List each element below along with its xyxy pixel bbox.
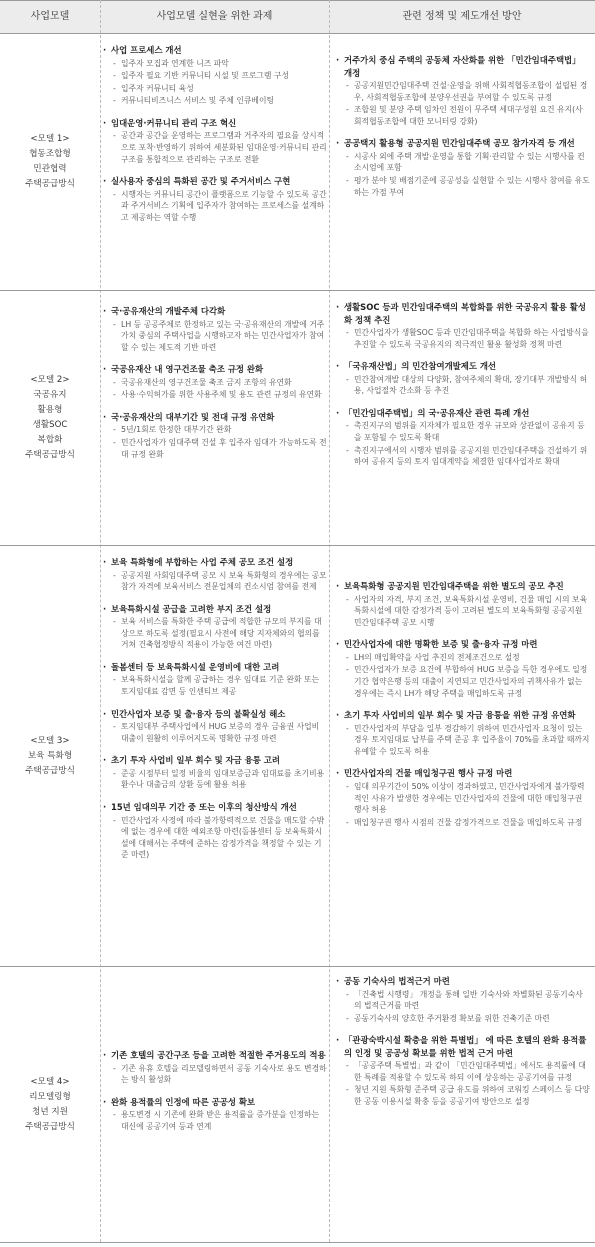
task-group xyxy=(103,1049,327,1086)
policy-item: - LH의 매입확약을 사업 추진의 전제조건으로 설정 xyxy=(336,652,590,664)
policy-item: - 시공사 외에 주택 개발·운영을 통합 기획·관리할 수 있는 시행사를 컨소시엄에 포함 xyxy=(336,151,590,174)
policy-title: · 「민간임대주택법」의 국·공유재산 관련 특례 개선 xyxy=(336,407,590,420)
policy-item: - 조합원 및 분양 주택 임차인 전원이 무주택 세대구성원 요건 유지(사회적협동조합에 대한 모니터링 강화) xyxy=(336,104,590,127)
model-cell xyxy=(0,546,100,966)
tasks-cell xyxy=(103,44,327,288)
model-name: 청년 지원 xyxy=(32,1106,68,1117)
task-group xyxy=(103,1096,327,1133)
model-name: 국공유지 xyxy=(33,390,67,400)
task-item: - 토지임대부 주택사업에서 HUG 보증의 경우 금융권 사업비 대출이 원활히 이루어지도록 명확한 규정 마련 xyxy=(103,721,327,744)
model-name: 주택공급방식 xyxy=(25,765,75,776)
policy-item: - 사업자의 자격, 부지 조건, 보육특화시설 운영비, 건물 매입 시의 보육특화시설에 대한 감정가격 등이 고려된 별도의 보육특화형 공공지원 민간임대주택 공모 시행 xyxy=(336,594,590,629)
policy-title: · 민간사업자에 대한 명확한 보증 및 출·융자 규정 마련 xyxy=(336,638,590,651)
model-label: <모델 3> xyxy=(30,735,70,746)
model-label: <모델 4> xyxy=(30,1076,70,1087)
task-title: · 초기 투자 사업비 일부 회수 및 자금 융통 고려 xyxy=(103,754,327,767)
task-item: - 용도변경 시 기존에 완화 받은 용적률을 증가분을 인정하는 대신에 공공기여 등과 연계 xyxy=(103,1109,327,1132)
policy-group xyxy=(336,301,590,350)
policy-title: · 초기 투자 사업비의 일부 회수 및 자금 융통을 위한 규정 유연화 xyxy=(336,709,590,722)
policy-group xyxy=(336,1034,590,1107)
task-title: · 완화 용적률의 인정에 따른 공공성 확보 xyxy=(103,1096,327,1109)
task-item: - 입주자 필요 기반 커뮤니티 시설 및 프로그램 구성 xyxy=(103,70,327,82)
model-name: 보육 특화형 xyxy=(27,750,73,761)
task-item: - 보육 서비스를 특화한 주택 공급에 적합한 규모의 부지를 대상으로 하도록 설정(필요시 사전에 해당 지자체와의 협의를 거쳐 건축협정방식 적용이 가능한 여건 마련) xyxy=(103,616,327,651)
policy-cell xyxy=(336,301,590,543)
task-item: - 사용·수익허가를 위한 사용주체 및 용도 관련 규정의 유연화 xyxy=(103,389,327,401)
policy-group xyxy=(336,709,590,757)
policy-item: - 청년 지원 특화형 준주택 공급 유도를 위하여 코워킹 스페이스 등 다양한 공동 이용시설 확충 등을 공공기여 방안으로 설정 xyxy=(336,1084,590,1107)
task-item: - 민간사업자가 임대주택 건설 후 입주자 임대가 가능하도록 전대 규정 완화 xyxy=(103,437,327,460)
model-cell xyxy=(0,34,100,290)
model-name: 리모델링형 xyxy=(29,1091,71,1102)
header-business-model: 사업모델 xyxy=(30,11,70,22)
policy-item: - 공동기숙사의 양호한 주거환경 확보를 위한 건축기준 마련 xyxy=(336,1013,590,1025)
table-row-model-2 xyxy=(0,291,595,545)
task-item: - 5년/1회로 한정한 대부기간 완화 xyxy=(103,424,327,436)
task-group xyxy=(103,175,327,223)
table-header xyxy=(0,0,595,34)
policy-item: - 촉진지구에서의 시행자 범위를 공공지원 민간임대주택을 건설하기 위하여 공유지 등의 토지 임대계약을 체결한 임대사업자로 확대 xyxy=(336,445,590,468)
model-name: 주택공급방식 xyxy=(25,1121,75,1132)
policy-title: · 「국유재산법」의 민간참여개발제도 개선 xyxy=(336,360,590,373)
policy-item: - 민간참여개발 대상의 다양화, 참여주체의 확대, 장기대부 개발방식 허용, 사업절차 간소화 등 추진 xyxy=(336,374,590,397)
task-group xyxy=(103,117,327,165)
task-item: - 입주자 모집과 연계한 니즈 파악 xyxy=(103,58,327,70)
task-title: · 보육 특화형에 부합하는 사업 주체 공모 조건 설정 xyxy=(103,556,327,569)
task-title: · 민간사업자 보증 및 출·융자 등의 불확실성 해소 xyxy=(103,708,327,721)
header-tasks: 사업모델 실현을 위한 과제 xyxy=(156,11,273,22)
model-name: 활용형 xyxy=(37,405,63,415)
policy-title: · 생활SOC 등과 민간임대주택의 복합화를 위한 국공유지 활용 활성화 정책 추진 xyxy=(336,301,590,326)
task-title: · 15년 임대의무 기간 중 또는 이후의 청산방식 개선 xyxy=(103,801,327,814)
header-policy: 관련 정책 및 제도개선 방안 xyxy=(402,11,522,22)
task-group xyxy=(103,363,327,401)
model-name: 민관협력 xyxy=(33,164,67,174)
task-title: · 사업 프로세스 개선 xyxy=(103,44,327,57)
policy-item: - 「공공주택 특별법」과 같이 「민간임대주택법」에서도 용적률에 대한 특례를 적용할 수 있도록 하되 이에 상응하는 공공기여를 규정 xyxy=(336,1060,590,1083)
policy-cell xyxy=(336,580,590,964)
policy-item: - 평가 분야 및 배점기준에 공공성을 실현할 수 있는 시행사 참여를 유도하는 가점 부여 xyxy=(336,175,590,198)
model-cell xyxy=(0,967,100,1242)
model-label: <모델 1> xyxy=(30,134,70,144)
policy-group xyxy=(336,767,590,828)
task-group xyxy=(103,305,327,353)
tasks-cell xyxy=(103,305,327,543)
model-name: 주택공급방식 xyxy=(25,179,75,189)
policy-title: · 거주가치 중심 주택의 공동체 자산화를 위한 「민간임대주택법」 개정 xyxy=(336,54,590,79)
policy-group xyxy=(336,137,590,198)
task-item: - 국공유재산의 영구건조물 축조 금지 조항의 유연화 xyxy=(103,377,327,389)
policy-title: · 「관광숙박시설 확충을 위한 특별법」 에 따른 호텔의 완화 용적률의 인정 및 공공성 확보를 위한 법적 근거 마련 xyxy=(336,1034,590,1059)
policy-item: - 민간사업자가 생활SOC 등과 민간임대주택을 복합화 하는 사업방식을 추진할 수 있도록 국공유지의 적극적인 활용 활성화 정책 마련 xyxy=(336,327,590,350)
task-group xyxy=(103,801,327,861)
task-item: - 커뮤니티비즈니스 서비스 및 주체 인큐베이팅 xyxy=(103,95,327,107)
policy-title: · 공공택지 활용형 공공지원 민간임대주택 공모 참가자격 등 개선 xyxy=(336,137,590,150)
policy-item: - 공공지원민간임대주택 건설·운영을 위해 사회적협동조합이 설립된 경우, 사회적협동조합에 분양우선권을 부여할 수 있도록 규정 xyxy=(336,80,590,103)
task-item: - LH 등 공공주체로 한정하고 있는 국·공유재산의 개발에 거주가치 중심의 주택사업을 시행하고자 하는 민간사업자가 참여할 수 있는 제도적 기반 마련 xyxy=(103,319,327,354)
table-row-model-4 xyxy=(0,967,595,1242)
task-group xyxy=(103,44,327,107)
policy-title: · 민간사업자의 건물 매입청구권 행사 규정 마련 xyxy=(336,767,590,780)
model-name: 협동조합형 xyxy=(29,149,71,159)
task-title: · 국·공유재산의 개발주체 다각화 xyxy=(103,305,327,318)
policy-item: - 「건축법 시행령」 개정을 통해 일반 기숙사와 차별화된 공동기숙사의 법적근거를 마련 xyxy=(336,989,590,1012)
policy-item: - 촉진지구의 범위를 지자체가 필요한 경우 규모와 상관없이 공유지 등을 포함될 수 있도록 확대 xyxy=(336,420,590,443)
task-group xyxy=(103,661,327,698)
task-group xyxy=(103,708,327,745)
task-item: - 민간사업자 사정에 따라 불가항력적으로 건물을 매도할 수밖에 없는 경우에 대한 예외조항 마련(돌봄센터 등 보육특화시설에 대해서는 주택에 준하는 감정가격을 책정할 수 있는 기준 마련) xyxy=(103,815,327,861)
task-title: · 보육특화시설 공급을 고려한 부지 조건 설정 xyxy=(103,603,327,616)
table-row-model-1 xyxy=(0,34,595,290)
task-item: - 공간과 공간을 운영하는 프로그램과 거주자의 필요를 상시적으로 포착·반영하기 위하여 세분화된 임대운영·커뮤니티 관리 구조를 통합적으로 관리하는 구조로 전환 xyxy=(103,130,327,165)
model-cell xyxy=(0,291,100,545)
policy-item: - 민간사업자의 부담을 일부 경감하기 위하여 민간사업자 요청이 있는 경우 토지임대료 납부를 주택 준공 후 입주율이 70%를 초과할 때까지 유예할 수 있도록 허용 xyxy=(336,723,590,758)
task-title: · 기존 호텔의 공간구조 등을 고려한 적절한 주거용도의 적용 xyxy=(103,1049,327,1062)
policy-cell xyxy=(336,54,590,288)
table-row-model-3 xyxy=(0,546,595,966)
model-name: 주택공급방식 xyxy=(25,450,75,460)
task-title: · 국·공유재산의 대부기간 및 전대 규정 유연화 xyxy=(103,411,327,424)
task-group xyxy=(103,754,327,791)
policy-title: · 공동 기숙사의 법적근거 마련 xyxy=(336,975,590,988)
task-item: - 준공 시점부터 일정 비율의 임대보증금과 임대료를 초기비용 환수나 대출금의 상환 등에 활용 허용 xyxy=(103,768,327,791)
policy-group xyxy=(336,360,590,397)
task-item: - 보육특화시설을 할께 공급하는 경우 임대료 기준 완화 또는 토지임대료 감면 등 인센티브 제공 xyxy=(103,674,327,697)
task-item: - 공공지원 사회임대주택 공모 시 보육 특화형의 경우에는 공모 참가 자격에 보육서비스 전문업체의 컨소시엄 참여를 전제 xyxy=(103,570,327,593)
task-item: - 입주자 커뮤니티 육성 xyxy=(103,83,327,95)
policy-group xyxy=(336,580,590,628)
policy-title: · 보육특화형 공공지원 민간임대주택을 위한 별도의 공모 추진 xyxy=(336,580,590,593)
task-group xyxy=(103,603,327,651)
policy-cell xyxy=(336,975,590,1240)
task-title: · 돌봄센터 등 보육특화시설 운영비에 대한 고려 xyxy=(103,661,327,674)
task-item: - 기존 유휴 호텔을 리모델링하면서 공동 기숙사로 용도 변경하는 방식 활성화 xyxy=(103,1063,327,1086)
tasks-cell xyxy=(103,556,327,964)
task-title: · 실사용자 중심의 특화된 공간 및 주거서비스 구현 xyxy=(103,175,327,188)
policy-group xyxy=(336,54,590,127)
policy-group xyxy=(336,975,590,1024)
task-title: · 국공유재산 내 영구건조물 축조 규정 완화 xyxy=(103,363,327,376)
tasks-cell xyxy=(103,1049,327,1239)
model-name: 복합화 xyxy=(37,435,63,445)
model-name: 생활SOC xyxy=(32,420,68,430)
policy-item: - 임대 의무기간이 50% 이상이 경과하였고, 민간사업자에게 불가항력적인 사유가 발생한 경우에는 민간사업자의 건물에 대한 매입청구권 행사 허용 xyxy=(336,781,590,816)
table-bottom-border xyxy=(0,1242,595,1243)
model-label: <모델 2> xyxy=(30,375,70,385)
policy-item: - 매입청구권 행사 시점의 건물 감정가격으로 건물을 매입하도록 규정 xyxy=(336,817,590,829)
task-title: · 임대운영·커뮤니티 관리 구조 혁신 xyxy=(103,117,327,130)
task-item: - 시행자는 커뮤니티 공간이 플랫폼으로 기능할 수 있도록 공간과 주거서비스 기획에 입주자가 참여하는 프로세스를 설계하고 제공하는 역할 수행 xyxy=(103,189,327,224)
task-group xyxy=(103,556,327,593)
policy-item: - 민간사업자가 보증 요건에 부합하여 HUG 보증을 득한 경우에도 일정 기간 협약은행 등의 대출이 지연되고 민간사업자의 귀책사유가 없는 경우에는 즉시 LH가 해당 주택을 매입하도록 규정 xyxy=(336,664,590,699)
policy-group xyxy=(336,407,590,468)
policy-group xyxy=(336,638,590,699)
task-group xyxy=(103,411,327,460)
